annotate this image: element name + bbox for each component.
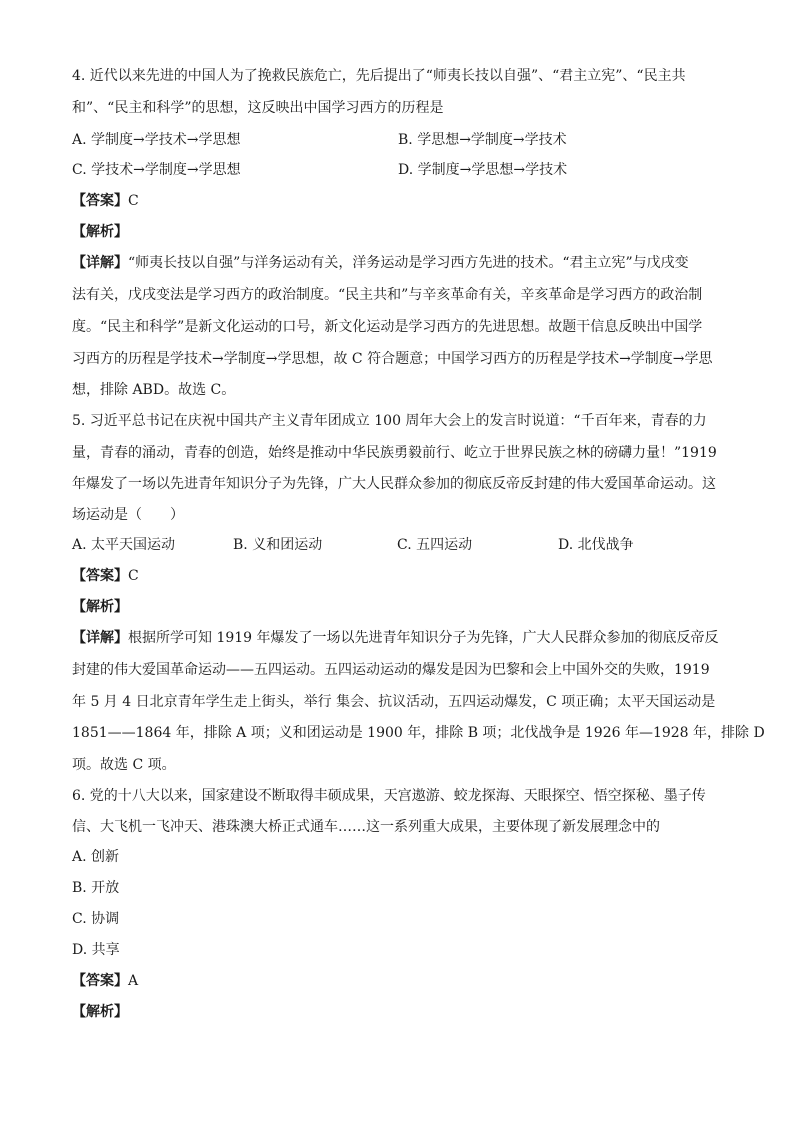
q5-option-b: B. 义和团运动 [233, 537, 323, 553]
answer-tag: 【答案】 [72, 973, 128, 989]
q4-detail-line-5: 想，排除 ABD。故选 C。 [72, 382, 236, 398]
detail-text: 根据所学可知 1919 年爆发了一场以先进青年知识分子为先锋，广大人民群众参加的彻底反帝反 [128, 630, 719, 646]
q5-option-d: D. 北伐战争 [558, 537, 634, 553]
q6-analysis-tag: 【解析】 [72, 1004, 128, 1020]
q6-option-b: B. 开放 [72, 880, 120, 896]
q6-stem-line-2: 信、大飞机一飞冲天、港珠澳大桥正式通车……这一系列重大成果，主要体现了新发展理念中的 [72, 819, 660, 835]
q5-detail-line-4: 1851——1864 年，排除 A 项；义和团运动是 1900 年，排除 B 项；北伐战争是 1926 年—1928 年，排除 D [72, 725, 765, 741]
q6-stem-line-1: 6. 党的十八大以来，国家建设不断取得丰硕成果，天宫遨游、蛟龙探海、天眼探空、悟空探秘、墨子传 [72, 788, 706, 804]
q4-option-a: A. 学制度→学技术→学思想 [72, 132, 241, 148]
q5-stem-line-2: 量，青春的涌动，青春的创造，始终是推动中华民族勇毅前行、屹立于世界民族之林的磅礴力量！”1919 [72, 445, 717, 461]
q5-option-c: C. 五四运动 [397, 537, 473, 553]
q6-option-a: A. 创新 [72, 849, 120, 865]
q4-stem-line-2: 和”、“民主和科学”的思想，这反映出中国学习西方的历程是 [72, 100, 444, 116]
detail-tag: 【详解】 [72, 255, 128, 271]
q5-detail-line-5: 项。故选 C 项。 [72, 757, 176, 773]
q4-detail-line-4: 习西方的历程是学技术→学制度→学思想，故 C 符合题意；中国学习西方的历程是学技术→学制度→学思 [72, 351, 713, 367]
q5-detail-line-1 [72, 628, 719, 648]
q4-stem-line-1: 4. 近代以来先进的中国人为了挽救民族危亡，先后提出了“师夷长技以自强”、“君主立宪”、“民主共 [72, 68, 686, 84]
detail-text: “师夷长技以自强”与洋务运动有关，洋务运动是学习西方先进的技术。“君主立宪”与戊戌变 [128, 255, 689, 271]
answer-value: C [128, 568, 139, 584]
q5-detail-line-2: 封建的伟大爱国革命运动——五四运动。五四运动运动的爆发是因为巴黎和会上中国外交的失败，1919 [72, 662, 710, 678]
q4-answer [72, 191, 139, 211]
q4-detail-line-2: 法有关，戊戌变法是学习西方的政治制度。“民主共和”与辛亥革命有关，辛亥革命是学习西方的政治制 [72, 287, 703, 303]
q4-option-b: B. 学思想→学制度→学技术 [398, 132, 567, 148]
q6-option-d: D. 共享 [72, 942, 120, 958]
answer-value: C [128, 193, 139, 209]
q4-analysis-tag: 【解析】 [72, 224, 128, 240]
q5-stem-line-1: 5. 习近平总书记在庆祝中国共产主义青年团成立 100 周年大会上的发言时说道：“千百年来，青春的力 [72, 413, 707, 429]
q4-detail-line-1 [72, 253, 689, 273]
q5-stem-line-4: 场运动是（ ） [72, 507, 184, 523]
q5-stem-line-3: 年爆发了一场以先进青年知识分子为先锋，广大人民群众参加的彻底反帝反封建的伟大爱国革命运动。这 [72, 476, 716, 492]
q6-option-c: C. 协调 [72, 911, 120, 927]
detail-tag: 【详解】 [72, 630, 128, 646]
q5-answer [72, 566, 139, 586]
q4-detail-line-3: 度。“民主和科学”是新文化运动的口号，新文化运动是学习西方的先进思想。故题干信息反映出中国学 [72, 319, 703, 335]
q6-answer [72, 971, 138, 991]
answer-value: A [128, 973, 139, 989]
q4-option-d: D. 学制度→学思想→学技术 [398, 162, 568, 178]
q5-analysis-tag: 【解析】 [72, 599, 128, 615]
q5-detail-line-3: 年 5 月 4 日北京青年学生走上街头，举行 集会、抗议活动，五四运动爆发，C 项正确；太平天国运动是 [72, 694, 716, 710]
q5-option-a: A. 太平天国运动 [72, 537, 176, 553]
q4-option-c: C. 学技术→学制度→学思想 [72, 162, 241, 178]
answer-tag: 【答案】 [72, 568, 128, 584]
answer-tag: 【答案】 [72, 193, 128, 209]
